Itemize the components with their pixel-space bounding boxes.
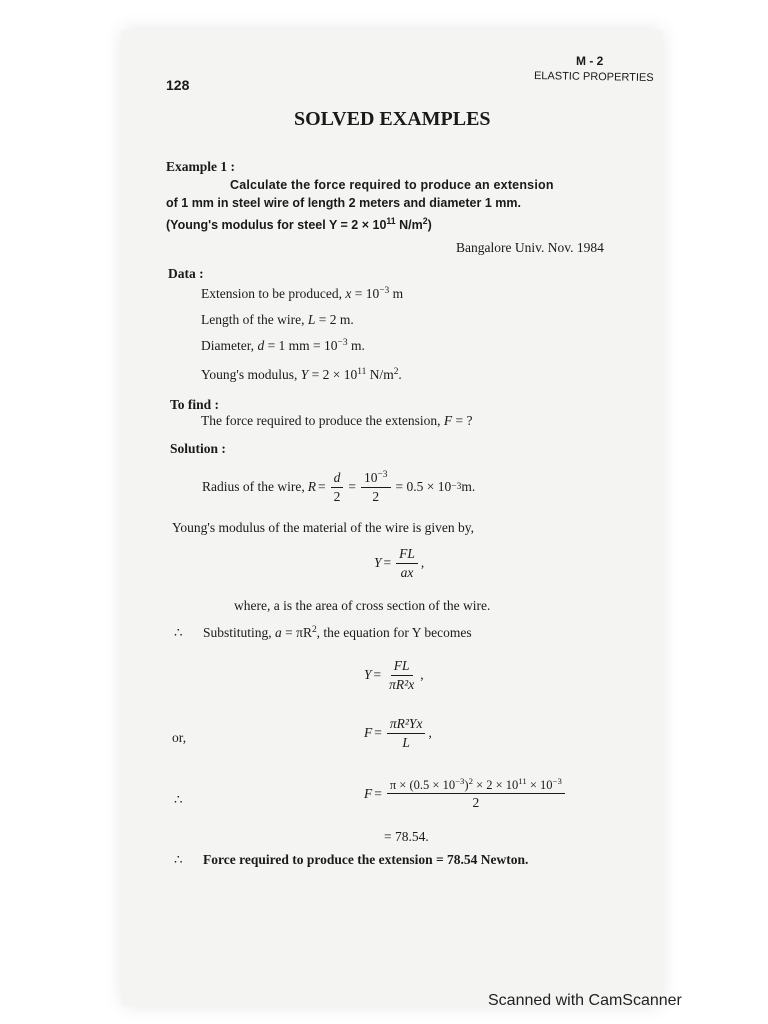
question-line-3: (Young's modulus for steel $Y = 2 \times 10^{11}$ $N/m^2$)	[166, 216, 432, 232]
fraction-force-values: $\frac{\pi \times (0.5 \times 10^{-3})^2 \times 2 \times 10^{11} \times 10^{-3}}{2}$	[387, 778, 565, 811]
example-label: Example 1 :	[166, 159, 235, 174]
force-result: = 78.54.	[384, 829, 429, 844]
section-title: SOLVED EXAMPLES	[294, 108, 491, 130]
to-find-text: The force required to produce the extension, F = ?	[201, 413, 473, 428]
radius-equation: Radius of the wire, R = $\frac{d}{2}$ = $\frac{10^{-3}}{2}$ = 0.5 × 10 −3 m.	[202, 469, 476, 504]
to-find-label: To find :	[170, 397, 220, 412]
force-formula: F = $\frac{\text{πR²Yx}}{L}$ ,	[364, 716, 432, 750]
substitution-text: Substituting, $a = \pi R^2$, the equation for Y becomes	[203, 624, 472, 640]
scanner-watermark: Scanned with CamScanner	[488, 992, 682, 1009]
question-line-1: Calculate the force required to produce an extension	[230, 178, 554, 192]
data-diameter: Diameter, d = 1 mm = $10^{-3}$ m.	[201, 337, 365, 353]
data-youngs-modulus: Young's modulus, $Y = 2 \times 10^{11}$ $N/m^2$.	[201, 366, 402, 382]
fraction-FL-over-piR2x: $\frac{FL}{\text{πR²x}}$	[389, 658, 415, 692]
therefore-symbol-2: ∴	[174, 792, 183, 807]
fraction-FL-over-ax: $\frac{FL}{ax}$	[396, 546, 418, 580]
data-length: Length of the wire, L = 2 m.	[201, 312, 354, 327]
data-extension: Extension to be produced, $x = 10^{-3}$ m	[201, 285, 404, 301]
youngs-formula: Y = $\frac{FL}{ax}$ ,	[374, 546, 425, 580]
solution-label: Solution :	[170, 441, 226, 456]
fraction-1e-3-over-2: $\frac{10^{-3}}{2}$	[361, 470, 391, 504]
therefore-symbol-1: ∴	[174, 625, 183, 640]
question-source: Bangalore Univ. Nov. 1984	[456, 240, 604, 255]
question-line-2: of 1 mm in steel wire of length 2 meters and diameter 1 mm.	[166, 196, 521, 210]
data-label: Data :	[168, 266, 204, 281]
therefore-symbol-3: ∴	[174, 852, 183, 867]
force-calculation: F = $\frac{\pi \times (0.5 \times 10^{-3})^2 \times 2 \times 10^{11} \times 10^{-3}}{2}$	[364, 778, 568, 811]
chapter-code: M - 2	[576, 54, 604, 68]
fraction-d-over-2: $\frac{d}{2}$	[331, 470, 344, 504]
or-label: or,	[172, 730, 187, 745]
youngs-intro: Young's modulus of the material of the wire is given by,	[172, 520, 475, 535]
youngs-substituted-formula: Y = $\frac{FL}{\text{πR²x}}$ ,	[364, 658, 424, 692]
chapter-title: ELASTIC PROPERTIES	[533, 69, 654, 85]
where-text: where, a is the area of cross section of the wire.	[234, 598, 491, 613]
conclusion: Force required to produce the extension = 78.54 Newton.	[203, 852, 529, 867]
page-number: 128	[166, 77, 190, 93]
fraction-piR2Yx-over-L: $\frac{\text{πR²Yx}}{L}$	[387, 716, 426, 750]
